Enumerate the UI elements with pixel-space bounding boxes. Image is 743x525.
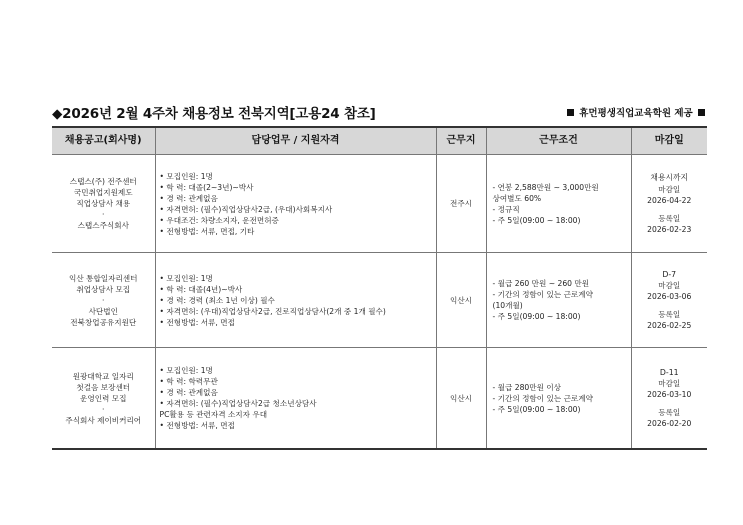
dday-badge: D-7	[662, 269, 677, 279]
square-bullet-icon	[698, 109, 705, 116]
deadline-date: 2026-04-22	[647, 195, 692, 205]
condition-line: - 월급 260 만원 ~ 260 만원	[492, 279, 590, 288]
duty-line: • 경 력: 경력 (최소 1년 이상) 필수	[159, 295, 275, 305]
conditions-cell	[486, 253, 631, 348]
table-row	[52, 348, 707, 450]
deadline-line: 마감일	[658, 281, 681, 291]
condition-line: - 정규직	[492, 204, 520, 214]
duty-line: • 우대조건: 차량소지자, 운전면허증	[159, 215, 279, 225]
square-bullet-icon	[567, 109, 574, 116]
deadline-date: 2026-03-06	[647, 292, 692, 302]
conditions-cell	[486, 155, 631, 253]
condition-line: - 기간의 정함이 있는 근로계약	[492, 290, 593, 299]
company-line: ·	[102, 210, 105, 219]
document-header	[52, 100, 707, 122]
deadline-line: 마감일	[658, 184, 681, 194]
condition-line: - 주 5일(09:00 ~ 18:00)	[492, 215, 581, 225]
company-line: 직업상담사 채용	[76, 199, 131, 208]
column-header-conditions: 근무조건	[486, 127, 631, 155]
company-line: 스탭스주식회사	[77, 221, 129, 230]
location-cell: 익산시	[436, 348, 486, 450]
company-cell	[52, 348, 155, 450]
jobs-table	[52, 126, 707, 450]
duty-line: • 학 력: 대졸(2~3년)~박사	[159, 182, 254, 192]
duty-line: • 자격면허: (필수)직업상담사2급, (우대)사회복지사	[159, 204, 333, 214]
condition-line: - 주 5일(09:00 ~ 18:00)	[492, 312, 581, 321]
duty-line: • 모집인원: 1명	[159, 273, 213, 283]
provider-label	[565, 105, 707, 119]
condition-line: (10개월)	[492, 301, 523, 310]
registered-label: 등록일	[658, 408, 681, 418]
condition-line: - 월급 280만원 이상	[492, 382, 561, 392]
column-header-duties: 담당업무 / 지원자격	[155, 127, 436, 155]
page-title: ◆2026년 2월 4주차 채용정보 전북지역[고용24 참조]	[52, 106, 376, 122]
table-header-row	[52, 127, 707, 155]
registered-label: 등록일	[658, 310, 681, 320]
company-line: 주식회사 제이비커리어	[65, 415, 142, 425]
dday-badge: D-11	[659, 367, 679, 377]
company-line: 사단법인	[88, 306, 118, 316]
company-line: ·	[102, 404, 105, 414]
duty-line: • 자격면허: (필수)직업상담사2급 청소년상담사	[159, 399, 317, 408]
company-line: 원광대학교 일자리	[72, 371, 134, 381]
company-cell	[52, 253, 155, 348]
condition-line: - 연봉 2,588만원 ~ 3,000만원	[492, 182, 599, 192]
company-line: ·	[102, 295, 105, 305]
company-line: 취업상담사 모집	[76, 284, 131, 294]
deadline-line: 마감일	[658, 379, 681, 389]
condition-line: 상여별도 60%	[492, 193, 542, 203]
deadline-cell	[631, 155, 707, 253]
deadline-cell	[631, 348, 707, 450]
duties-cell	[155, 253, 436, 348]
deadline-date: 2026-03-10	[647, 390, 692, 400]
duty-line: • 자격면허: (우대)직업상담사2급, 진로직업상담사(2개 중 1개 필수)	[159, 306, 386, 316]
company-line: 전북창업공유지원단	[70, 317, 137, 327]
condition-line: - 주 5일(09:00 ~ 18:00)	[492, 404, 581, 414]
company-line: 국민취업지원제도	[73, 188, 133, 197]
duty-line: • 모집인원: 1명	[159, 171, 213, 181]
duty-line: • 학 력: 학력무관	[159, 377, 218, 386]
company-line: 첫걸음 보장센터	[76, 382, 131, 392]
duty-line: • 경 력: 관계없음	[159, 388, 218, 397]
column-header-location: 근무지	[436, 127, 486, 155]
location-cell: 익산시	[436, 253, 486, 348]
registered-date: 2026-02-23	[647, 224, 692, 234]
duty-line: • 전형방법: 서류, 면접	[159, 421, 235, 430]
company-line: 운영인력 모집	[80, 393, 127, 403]
company-line: 익산 통합일자리센터	[69, 273, 138, 283]
duty-line: • 모집인원: 1명	[159, 366, 213, 375]
duty-line: • 전형방법: 서류, 면접, 기타	[159, 226, 255, 236]
deadline-cell	[631, 253, 707, 348]
deadline-line: 채용시까지	[650, 173, 689, 183]
company-cell	[52, 155, 155, 253]
company-line: 스탭스(주) 전주센터	[69, 177, 137, 186]
duty-line: • 경 력: 관계없음	[159, 193, 218, 203]
condition-line: - 기간의 정함이 있는 근로계약	[492, 393, 593, 403]
column-header-deadline: 마감일	[631, 127, 707, 155]
duty-line: • 학 력: 대졸(4년)~박사	[159, 284, 243, 294]
conditions-cell	[486, 348, 631, 450]
duties-cell	[155, 348, 436, 450]
location-cell: 전주시	[436, 155, 486, 253]
registered-label: 등록일	[658, 213, 681, 223]
provider-text: 휴먼평생직업교육학원 제공	[579, 108, 693, 119]
registered-date: 2026-02-25	[647, 321, 692, 331]
table-row	[52, 155, 707, 253]
table-row	[52, 253, 707, 348]
duty-line: • 전형방법: 서류, 면접	[159, 317, 235, 327]
duty-line: PC활용 등 관련자격 소지자 우대	[159, 410, 268, 419]
column-header-company: 채용공고(회사명)	[52, 127, 155, 155]
duties-cell	[155, 155, 436, 253]
registered-date: 2026-02-20	[647, 419, 692, 429]
